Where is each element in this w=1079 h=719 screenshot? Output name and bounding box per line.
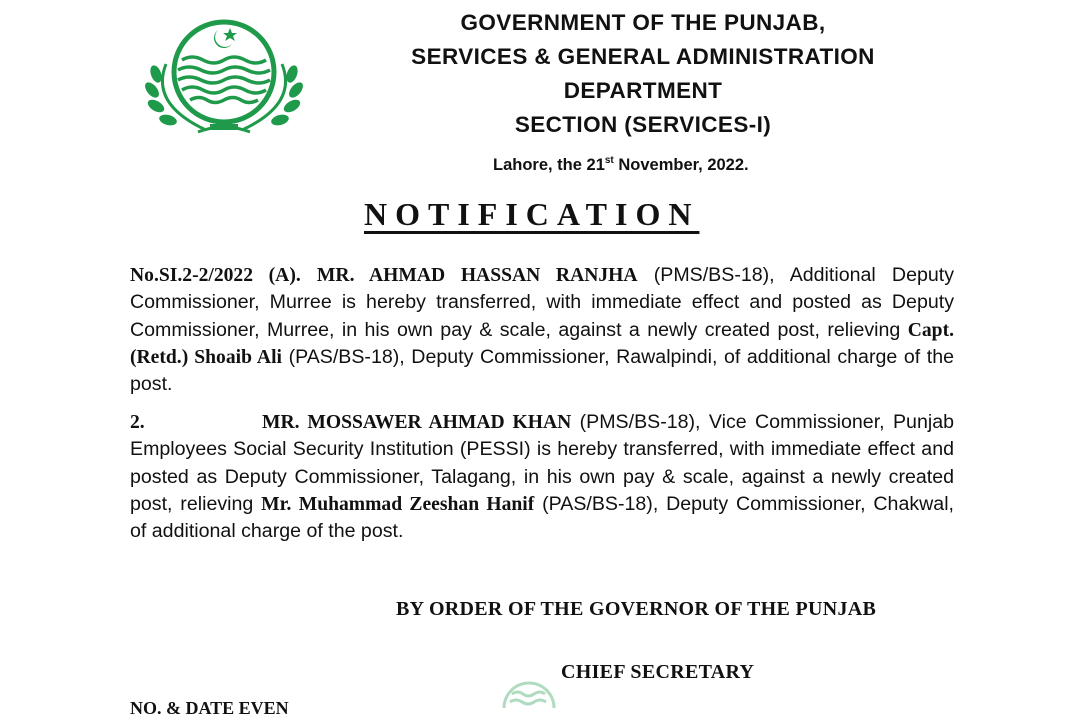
paragraph-1-relieved-officer: Capt. (Retd.) Shoaib Ali bbox=[130, 319, 954, 368]
header-government: GOVERNMENT OF THE PUNJAB, bbox=[460, 10, 826, 35]
notification-title: NOTIFICATION bbox=[364, 196, 700, 232]
date-ordinal-suffix: st bbox=[604, 155, 614, 166]
punjab-emblem-logo bbox=[138, 14, 310, 142]
paragraph-1-text: (PMS/BS-18), Additional Deputy Commissioner, Murree is hereby transferred, with immediate effect and posted as Deputy Commissioner, Murree, in his own pay & scale, against a newly created post, relieving bbox=[130, 264, 955, 341]
header-department: DEPARTMENT bbox=[563, 78, 723, 103]
paragraph-1 bbox=[130, 262, 954, 398]
paragraph-2-number: 2. bbox=[130, 412, 145, 433]
paragraph-2-text: (PMS/BS-18), Vice Commissioner, Punjab Employees Social Security Institution (PESSI) is hereby transferred, with immediate effect and posted as Deputy Commissioner, Talagang, in his own pay & scale, against a newly created post, relieving bbox=[130, 411, 954, 515]
date-rest: November, 2022. bbox=[613, 156, 749, 174]
paragraph-1-officer-name: MR. AHMAD HASSAN RANJHA bbox=[316, 265, 638, 286]
faded-emblem-stamp bbox=[498, 660, 560, 708]
notification-date bbox=[493, 155, 749, 175]
paragraph-2 bbox=[130, 409, 954, 545]
date-prefix: Lahore, the 21 bbox=[493, 156, 605, 174]
header-department-name: SERVICES & GENERAL ADMINISTRATION bbox=[411, 44, 875, 69]
paragraph-1-reference: No.SI.2-2/2022 (A). bbox=[130, 265, 301, 286]
footer-number-date: NO. & DATE EVEN bbox=[130, 698, 289, 718]
by-order-line: BY ORDER OF THE GOVERNOR OF THE PUNJAB bbox=[396, 598, 877, 620]
paragraph-2-officer-name: MR. MOSSAWER AHMAD KHAN bbox=[262, 412, 572, 433]
paragraph-2-relieved-officer: Mr. Muhammad Zeeshan Hanif bbox=[261, 493, 535, 515]
paragraph-1-text-end: (PAS/BS-18), Deputy Commissioner, Rawalpindi, of additional charge of the post. bbox=[130, 345, 955, 396]
signatory-title: CHIEF SECRETARY bbox=[561, 661, 755, 683]
header-section: SECTION (SERVICES-I) bbox=[514, 112, 772, 137]
paragraph-2-text-end: (PAS/BS-18), Deputy Commissioner, Chakwal, of additional charge of the post. bbox=[130, 492, 954, 543]
